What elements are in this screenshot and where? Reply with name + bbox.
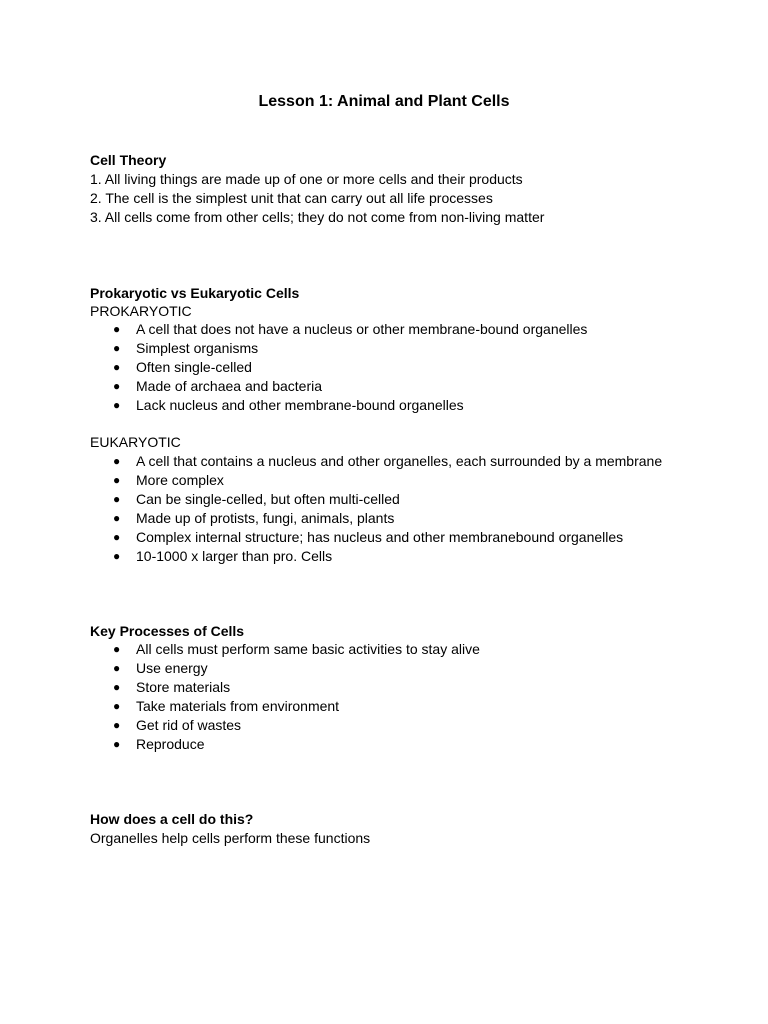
key-process-item: Take materials from environment	[136, 698, 340, 714]
bullet-icon: ●	[113, 341, 121, 355]
key-process-item: All cells must perform same basic activities to stay alive	[136, 641, 480, 657]
prokaryotic-item: Lack nucleus and other membrane-bound organelles	[136, 397, 464, 413]
bullet-icon: ●	[113, 379, 121, 393]
how-heading: How does a cell do this?	[90, 811, 254, 827]
bullet-icon: ●	[113, 737, 121, 751]
page-title: Lesson 1: Animal and Plant Cells	[258, 93, 510, 110]
bullet-icon: ●	[113, 492, 121, 506]
bullet-icon: ●	[113, 511, 121, 525]
bullet-icon: ●	[113, 530, 121, 544]
bullet-icon: ●	[113, 454, 121, 468]
eukaryotic-item: Made up of protists, fungi, animals, plants	[136, 510, 395, 526]
prokaryotic-item: A cell that does not have a nucleus or other membrane-bound organelles	[136, 321, 588, 337]
bullet-icon: ●	[113, 398, 121, 412]
key-process-item: Store materials	[136, 679, 231, 695]
eukaryotic-item: Complex internal structure; has nucleus and other membranebound organelles	[136, 529, 624, 545]
cell-theory-line: 3. All cells come from other cells; they do not come from non-living matter	[90, 209, 545, 225]
bullet-icon: ●	[113, 322, 121, 336]
cell-theory-line: 2. The cell is the simplest unit that can carry out all life processes	[90, 190, 493, 206]
prokaryotic-item: Often single-celled	[136, 359, 252, 375]
prokaryotic-label: PROKARYOTIC	[90, 303, 192, 319]
key-process-item: Reproduce	[136, 736, 205, 752]
eukaryotic-label: EUKARYOTIC	[90, 434, 181, 450]
cell-theory-heading: Cell Theory	[90, 152, 167, 168]
eukaryotic-item: Can be single-celled, but often multi-celled	[136, 491, 400, 507]
prokaryotic-item: Made of archaea and bacteria	[136, 378, 323, 394]
cell-theory-line: 1. All living things are made up of one or more cells and their products	[90, 171, 523, 187]
pro-vs-eu-heading: Prokaryotic vs Eukaryotic Cells	[90, 285, 300, 301]
bullet-icon: ●	[113, 549, 121, 563]
bullet-icon: ●	[113, 699, 121, 713]
key-process-item: Get rid of wastes	[136, 717, 242, 733]
bullet-icon: ●	[113, 642, 121, 656]
bullet-icon: ●	[113, 661, 121, 675]
bullet-icon: ●	[113, 360, 121, 374]
prokaryotic-item: Simplest organisms	[136, 340, 259, 356]
eukaryotic-item: A cell that contains a nucleus and other organelles, each surrounded by a membrane	[136, 453, 663, 469]
bullet-icon: ●	[113, 473, 121, 487]
key-process-item: Use energy	[136, 660, 208, 676]
key-processes-heading: Key Processes of Cells	[90, 623, 245, 639]
eukaryotic-item: More complex	[136, 472, 224, 488]
eukaryotic-item: 10-1000 x larger than pro. Cells	[136, 548, 333, 564]
bullet-icon: ●	[113, 718, 121, 732]
bullet-icon: ●	[113, 680, 121, 694]
how-text: Organelles help cells perform these functions	[90, 830, 371, 846]
